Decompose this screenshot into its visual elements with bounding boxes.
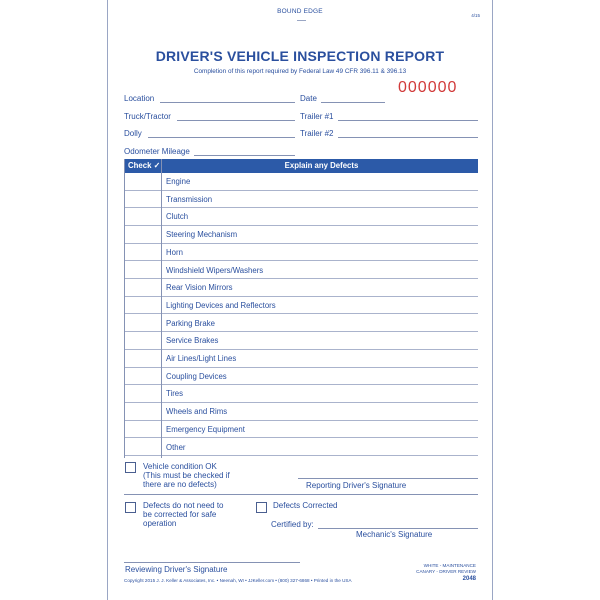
inspection-report-form <box>107 0 493 600</box>
table-row[interactable] <box>125 208 478 226</box>
bound-edge-mark <box>297 20 306 21</box>
table-row[interactable] <box>125 244 478 262</box>
defects-column-header: Explain any Defects <box>284 161 359 170</box>
copy-distribution-1: WHITE - MAINTENANCE <box>423 563 476 568</box>
defect-item-label: Windshield Wipers/Washers <box>166 265 264 275</box>
no-correction-label-1: Defects do not need to <box>143 501 224 510</box>
check-column-header: Check ✓ <box>128 161 161 170</box>
table-row[interactable] <box>125 368 478 386</box>
defect-item-label: Coupling Devices <box>166 371 227 381</box>
defects-table <box>124 159 477 458</box>
mechanic-signature-label: Mechanic's Signature <box>356 530 433 539</box>
table-header <box>125 159 478 173</box>
defect-item-label: Emergency Equipment <box>166 424 245 434</box>
dolly-field[interactable] <box>148 137 295 138</box>
date-field[interactable] <box>321 102 385 103</box>
defect-item-label: Service Brakes <box>166 336 219 346</box>
odometer-label: Odometer Mileage <box>124 147 190 156</box>
table-row[interactable] <box>125 332 478 350</box>
serial-number: 000000 <box>398 79 458 96</box>
defect-item-label: Horn <box>166 247 183 257</box>
trailer2-field[interactable] <box>338 137 478 138</box>
defect-item-label: Steering Mechanism <box>166 230 238 240</box>
defect-item-label: Wheels and Rims <box>166 407 228 417</box>
table-row[interactable] <box>125 385 478 403</box>
form-number: 2048 <box>462 576 476 582</box>
no-correction-needed-checkbox[interactable] <box>125 502 136 513</box>
table-row[interactable] <box>125 262 478 280</box>
revision-date: 4/15 <box>471 13 480 18</box>
reviewing-signature-line[interactable] <box>124 562 300 563</box>
report-title: DRIVER'S VEHICLE INSPECTION REPORT <box>155 48 445 64</box>
section-divider <box>124 494 478 495</box>
vehicle-ok-note-2: there are no defects) <box>143 480 217 489</box>
defect-item-label: Transmission <box>166 194 213 204</box>
table-row[interactable] <box>125 226 478 244</box>
no-correction-label-2: be corrected for safe <box>143 510 217 519</box>
defect-item-label: Parking Brake <box>166 318 215 328</box>
defects-corrected-checkbox[interactable] <box>256 502 267 513</box>
dolly-label: Dolly <box>124 129 142 138</box>
table-row[interactable] <box>125 439 478 457</box>
reporting-signature-label: Reporting Driver's Signature <box>306 481 407 490</box>
table-row[interactable] <box>125 191 478 209</box>
reviewing-signature-label: Reviewing Driver's Signature <box>125 565 228 574</box>
defect-item-label: Lighting Devices and Reflectors <box>166 300 276 310</box>
reporting-signature-line[interactable] <box>298 478 478 479</box>
location-field[interactable] <box>160 102 295 103</box>
defect-item-label: Clutch <box>166 212 189 222</box>
odometer-field[interactable] <box>194 155 295 156</box>
table-row[interactable] <box>125 279 478 297</box>
copyright-notice: Copyright 2015 J. J. Keller & Associates, Inc. • Neenah, WI • JJKeller.com • (800) 327-6868 • Printed in the USA <box>124 578 352 583</box>
defect-item-label: Other <box>166 442 186 452</box>
no-correction-label-3: operation <box>143 519 177 528</box>
trailer2-label: Trailer #2 <box>300 129 334 138</box>
defect-item-label: Rear Vision Mirrors <box>166 283 233 293</box>
bound-edge-label: BOUND EDGE <box>277 8 323 15</box>
table-row[interactable] <box>125 403 478 421</box>
trailer1-label: Trailer #1 <box>300 112 334 121</box>
vehicle-ok-note-1: (This must be checked if <box>143 471 230 480</box>
table-row[interactable] <box>125 173 478 191</box>
table-row[interactable] <box>125 421 478 439</box>
trailer1-field[interactable] <box>338 120 478 121</box>
certified-by-label: Certified by: <box>271 520 314 529</box>
truck-tractor-field[interactable] <box>177 120 295 121</box>
defects-corrected-label: Defects Corrected <box>273 501 338 510</box>
defect-item-label: Engine <box>166 177 191 186</box>
vehicle-ok-checkbox[interactable] <box>125 462 136 473</box>
copy-distribution-2: CANARY - DRIVER REVIEW <box>416 569 476 574</box>
table-row[interactable] <box>125 350 478 368</box>
date-label: Date <box>300 94 317 103</box>
table-row[interactable] <box>125 297 478 315</box>
report-subtitle: Completion of this report required by Federal Law 49 CFR 396.11 & 396.13 <box>193 68 407 75</box>
defect-item-label: Tires <box>166 389 184 399</box>
table-row[interactable] <box>125 315 478 333</box>
defect-item-label: Air Lines/Light Lines <box>166 354 237 363</box>
location-label: Location <box>124 94 155 103</box>
mechanic-signature-line[interactable] <box>318 528 478 529</box>
vehicle-ok-label: Vehicle condition OK <box>143 462 217 471</box>
column-divider <box>161 159 162 458</box>
truck-tractor-label: Truck/Tractor <box>124 112 171 121</box>
